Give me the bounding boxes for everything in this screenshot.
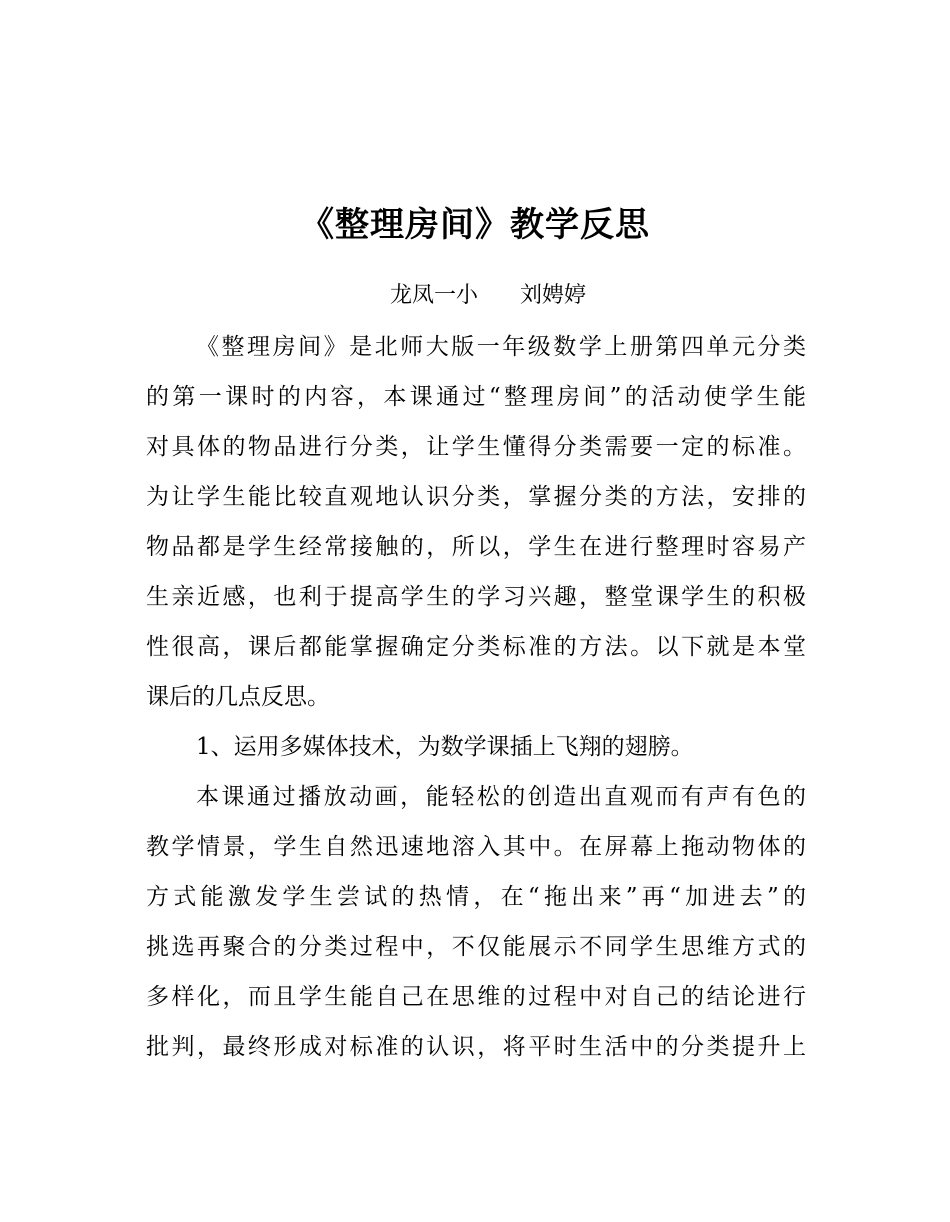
paragraph-line: 多样化，而且学生能自己在思维的过程中对自己的结论进行 [146,984,806,1010]
document-title: 《整理房间》教学反思 [300,205,650,245]
paragraph-line: 教学情景，学生自然迅速地溶入其中。在屏幕上拖动物体的 [146,834,806,860]
paragraph-line: 生亲近感，也利于提高学生的学习兴趣，整堂课学生的积极 [146,584,806,610]
paragraph-line: 性很高，课后都能掌握确定分类标准的方法。以下就是本堂 [146,634,806,660]
paragraph-line: 课后的几点反思。 [146,684,330,710]
paragraph-line: 方式能激发学生尝试的热情，在“拖出来”再“加进去”的 [146,884,806,910]
paragraph-line: 物品都是学生经常接触的，所以，学生在进行整理时容易产 [146,534,806,560]
paragraph-line: 的第一课时的内容，本课通过“整理房间”的活动使学生能 [146,384,806,410]
paragraph-line: 《整理房间》是北师大版一年级数学上册第四单元分类 [196,334,806,360]
section-heading: 1、运用多媒体技术，为数学课插上飞翔的翅膀。 [196,734,694,760]
paragraph-line: 为让学生能比较直观地认识分类，掌握分类的方法，安排的 [146,484,806,510]
paragraph-line: 本课通过播放动画，能轻松的创造出直观而有声有色的 [196,784,806,810]
document-body [146,322,806,1072]
paragraph-line: 批判，最终形成对标准的认识，将平时生活中的分类提升上 [146,1034,806,1060]
paragraph-line: 对具体的物品进行分类，让学生懂得分类需要一定的标准。 [146,434,806,460]
paragraph-line: 挑选再聚合的分类过程中，不仅能展示不同学生思维方式的 [146,934,806,960]
author-byline: 龙凤一小 刘娉婷 [390,283,586,308]
